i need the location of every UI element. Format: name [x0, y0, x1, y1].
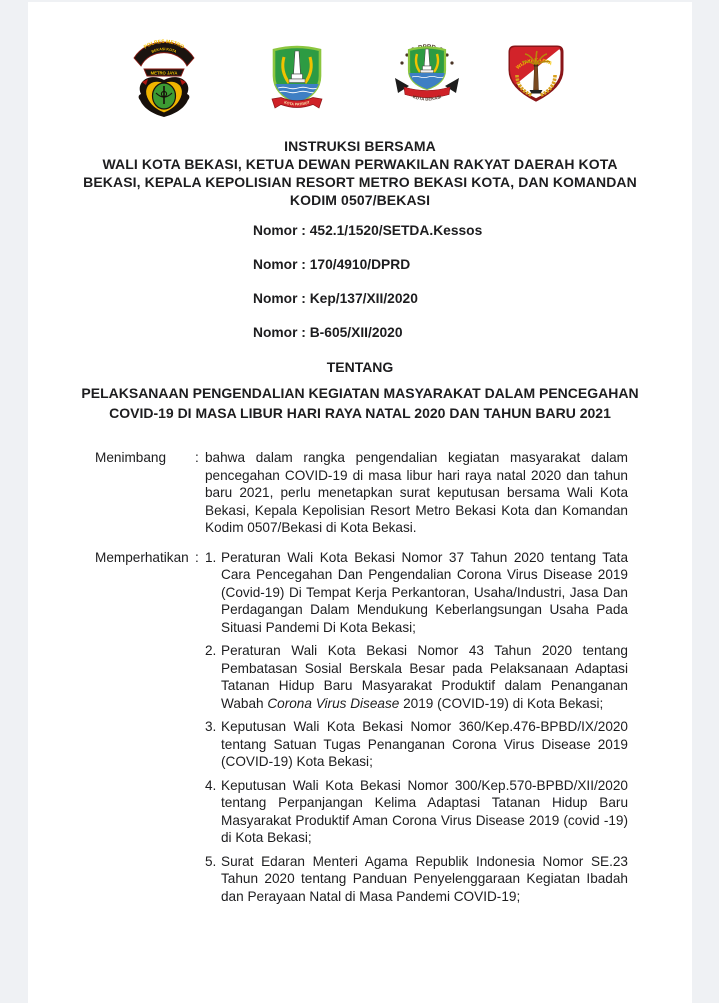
item-number: 1. [205, 549, 217, 565]
menimbang-label: Menimbang [95, 450, 167, 465]
memperhatikan-separator: : [195, 549, 199, 565]
item-number: 3. [205, 719, 217, 734]
kota-bekasi-logo-icon [269, 42, 325, 114]
memperhatikan-label: Memperhatikan [95, 549, 189, 565]
dprd-kota-bekasi-logo-icon [389, 33, 465, 113]
list-item [205, 549, 628, 637]
list-item [205, 853, 628, 906]
polres-arc-line1: POLRES METRO [142, 38, 186, 51]
list-item [205, 777, 628, 847]
tentang-label: TENTANG [326, 359, 394, 375]
polres-banner-text: METRO JAYA [150, 70, 178, 76]
item-text-part: 2019 (COVID-19) di Kota Bekasi; [399, 695, 604, 711]
title-line: WALI KOTA BEKASI, KETUA DEWAN PERWAKILAN RAKYAT DAERAH KOTA [102, 156, 618, 172]
dprd-bottom-text: KOTA BEKASI [412, 94, 442, 102]
item-text [221, 642, 628, 712]
item-text: Keputusan Wali Kota Bekasi Nomor 360/Kep.476-BPBD/IX/2020 tentang Satuan Tugas Penanganan Corona Virus Disease 2019 (COVID-19) Kota Bekasi; [221, 719, 628, 769]
document-title [28, 137, 692, 209]
polres-metro-bekasi-kota-logo-icon [128, 33, 200, 117]
subject-line: PELAKSANAAN PENGENDALIAN KEGIATAN MASYARAKAT DALAM PENCEGAHAN [81, 385, 639, 401]
list-item [205, 718, 628, 771]
item-number: 2. [205, 643, 217, 658]
kodim-arc-text: WIJAYAKARTA [515, 57, 553, 71]
title-line: INSTRUKSI BERSAMA [284, 138, 436, 154]
kota-bekasi-ribbon-text: KOTA PATRIOT [283, 100, 311, 107]
nomor-line: Nomor : B-605/XII/2020 [253, 325, 403, 340]
nomor-line: Nomor : 170/4910/DPRD [253, 257, 411, 272]
polres-arc-line2: BEKASI KOTA [150, 47, 178, 54]
menimbang-separator: : [195, 450, 199, 465]
item-text-italic: Corona Virus Disease [267, 695, 400, 711]
memperhatikan-section [28, 549, 692, 906]
title-line: BEKASI, KEPALA KEPOLISIAN RESORT METRO BEKASI KOTA, DAN KOMANDAN [83, 174, 637, 190]
title-line: KODIM 0507/BEKASI [289, 192, 431, 208]
item-text-part: Peraturan Wali Kota Bekasi Nomor 43 Tahun 2020 tentang Pembatasan Sosial Berskala Besar pada Pelaksanaan Adaptasi Tatanan Hidup Baru Masyarakat Produktif dalam Penanganan Wabah [221, 643, 628, 711]
document-page [28, 2, 692, 1003]
menimbang-text: bahwa dalam rangka pengendalian kegiatan masyarakat dalam pencegahan COVID-19 di masa libur hari raya natal 2020 dan tahun baru 2021, perlu menetapkan surat keputusan bersama Wali Kota Bekasi, Kepala Kepolisian Resort Metro Bekasi Kota dan Komandan Kodim 0507/Bekasi di Kota Bekasi. [205, 450, 628, 535]
menimbang-section [28, 449, 692, 537]
nomor-line: Nomor : Kep/137/XII/2020 [253, 291, 418, 306]
subject-line: COVID-19 DI MASA LIBUR HARI RAYA NATAL 2020 DAN TAHUN BARU 2021 [109, 405, 611, 421]
item-text: Keputusan Wali Kota Bekasi Nomor 300/Kep.570-BPBD/XII/2020 tentang Perpanjangan Kelima Adaptasi Tatanan Hidup Baru Masyarakat Produktif Aman Corona Virus Disease 2019 (covid -19) di Kota Bekasi; [221, 777, 628, 845]
logos-row [28, 2, 692, 117]
kodim-0507-bekasi-logo-icon [504, 42, 568, 106]
item-number: 5. [205, 853, 217, 869]
item-number: 4. [205, 777, 217, 793]
item-text: Surat Edaran Menteri Agama Republik Indonesia Nomor SE.23 Tahun 2020 tentang Panduan Penyelenggaraan Kegiatan Ibadah dan Perayaan Natal di Masa Pandemi COVID-19; [221, 853, 628, 904]
nomor-block [28, 222, 692, 342]
list-item [205, 642, 628, 712]
item-text: Peraturan Wali Kota Bekasi Nomor 37 Tahun 2020 tentang Tata Cara Pencegahan Dan Pengendalian Corona Virus Disease 2019 (Covid-19) Di Tempat Kerja Perkantoran, Usaha/Industri, Jasa Dan Perdagangan Dalam Mendukung Keberlangsungan Usaha Pada Situasi Pandemi Di Kota Bekasi; [221, 549, 628, 635]
document-subject [28, 383, 692, 423]
memperhatikan-items [205, 549, 628, 906]
nomor-line: Nomor : 452.1/1520/SETDA.Kessos [253, 223, 483, 238]
